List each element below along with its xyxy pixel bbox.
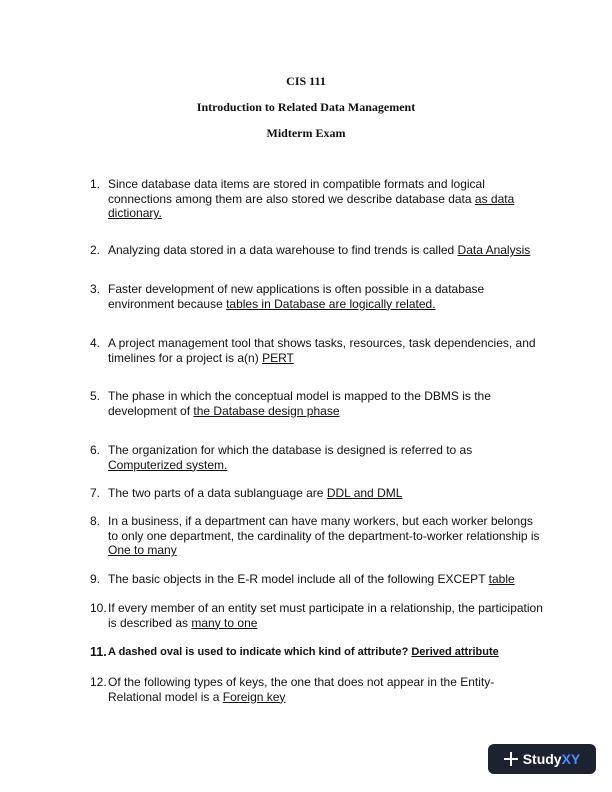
question-text: The basic objects in the E-R model include all of the following EXCEPT [108, 572, 489, 586]
question-7 [90, 486, 545, 501]
question-text: The organization for which the database is designed is referred to as [108, 443, 473, 457]
question-11 [90, 645, 545, 660]
question-2 [90, 243, 545, 258]
question-number: 8. [90, 514, 101, 528]
question-text: If every member of an entity set must participate in a relationship, the participation is described as [108, 601, 543, 630]
question-number: 3. [90, 282, 101, 296]
answer-text: table [488, 572, 515, 586]
question-5 [90, 389, 545, 418]
question-text: Analyzing data stored in a data warehouse to find trends is called [108, 243, 458, 257]
answer-text: Computerized system. [108, 457, 228, 472]
question-number: 11. [90, 645, 107, 659]
question-12 [90, 675, 545, 704]
question-3 [90, 282, 545, 311]
document-title: Introduction to Related Data Management [196, 100, 416, 114]
question-text: The two parts of a data sublanguage are [108, 486, 327, 500]
question-number: 5. [90, 389, 101, 403]
question-text: In a business, if a department can have many workers, but each worker belongs to only one department, the cardinality of the department-to-worker relationship is [108, 514, 540, 543]
course-code: CIS 111 [286, 74, 326, 88]
question-text: The phase in which the conceptual model is mapped to the DBMS is the development of [108, 389, 491, 418]
question-1 [90, 177, 545, 221]
question-number: 10. [90, 601, 107, 615]
question-number: 9. [90, 572, 101, 586]
answer-text: as data dictionary. [108, 191, 515, 220]
question-10 [90, 601, 545, 630]
question-number: 2. [90, 243, 101, 257]
answer-text: Foreign key [222, 689, 286, 704]
question-number: 6. [90, 443, 101, 457]
plus-icon [504, 752, 518, 766]
answer-text: the Database design phase [193, 403, 340, 418]
question-8 [90, 514, 545, 558]
answer-text: DDL and DML [326, 486, 403, 500]
question-text: Since database data items are stored in compatible formats and logical connections among them are also stored we describe database data [108, 177, 485, 206]
question-text: Of the following types of keys, the one that does not appear in the Entity-Relational model is a [108, 675, 495, 704]
question-number: 1. [90, 177, 101, 191]
question-text: A dashed oval is used to indicate which kind of attribute? [108, 646, 412, 658]
answer-text: many to one [191, 615, 258, 630]
question-text: Faster development of new applications is often possible in a database environment because [108, 282, 485, 311]
question-number: 7. [90, 486, 101, 500]
studyxy-logo[interactable] [488, 744, 596, 774]
answer-text: Derived attribute [411, 646, 499, 658]
question-text: A project management tool that shows tasks, resources, task dependencies, and timelines for a project is a(n) [108, 336, 536, 365]
answer-text: tables in Database are logically related. [226, 296, 436, 311]
exam-label: Midterm Exam [266, 126, 346, 140]
question-number: 4. [90, 336, 101, 350]
brand-xy: XY [561, 751, 581, 767]
answer-text: One to many [108, 543, 177, 557]
answer-text: PERT [262, 350, 294, 365]
question-6 [90, 443, 545, 472]
question-number: 12. [90, 675, 107, 689]
answer-text: Data Analysis [457, 243, 531, 257]
brand-study: Study [522, 751, 562, 767]
question-4 [90, 336, 545, 365]
question-9 [90, 572, 545, 587]
